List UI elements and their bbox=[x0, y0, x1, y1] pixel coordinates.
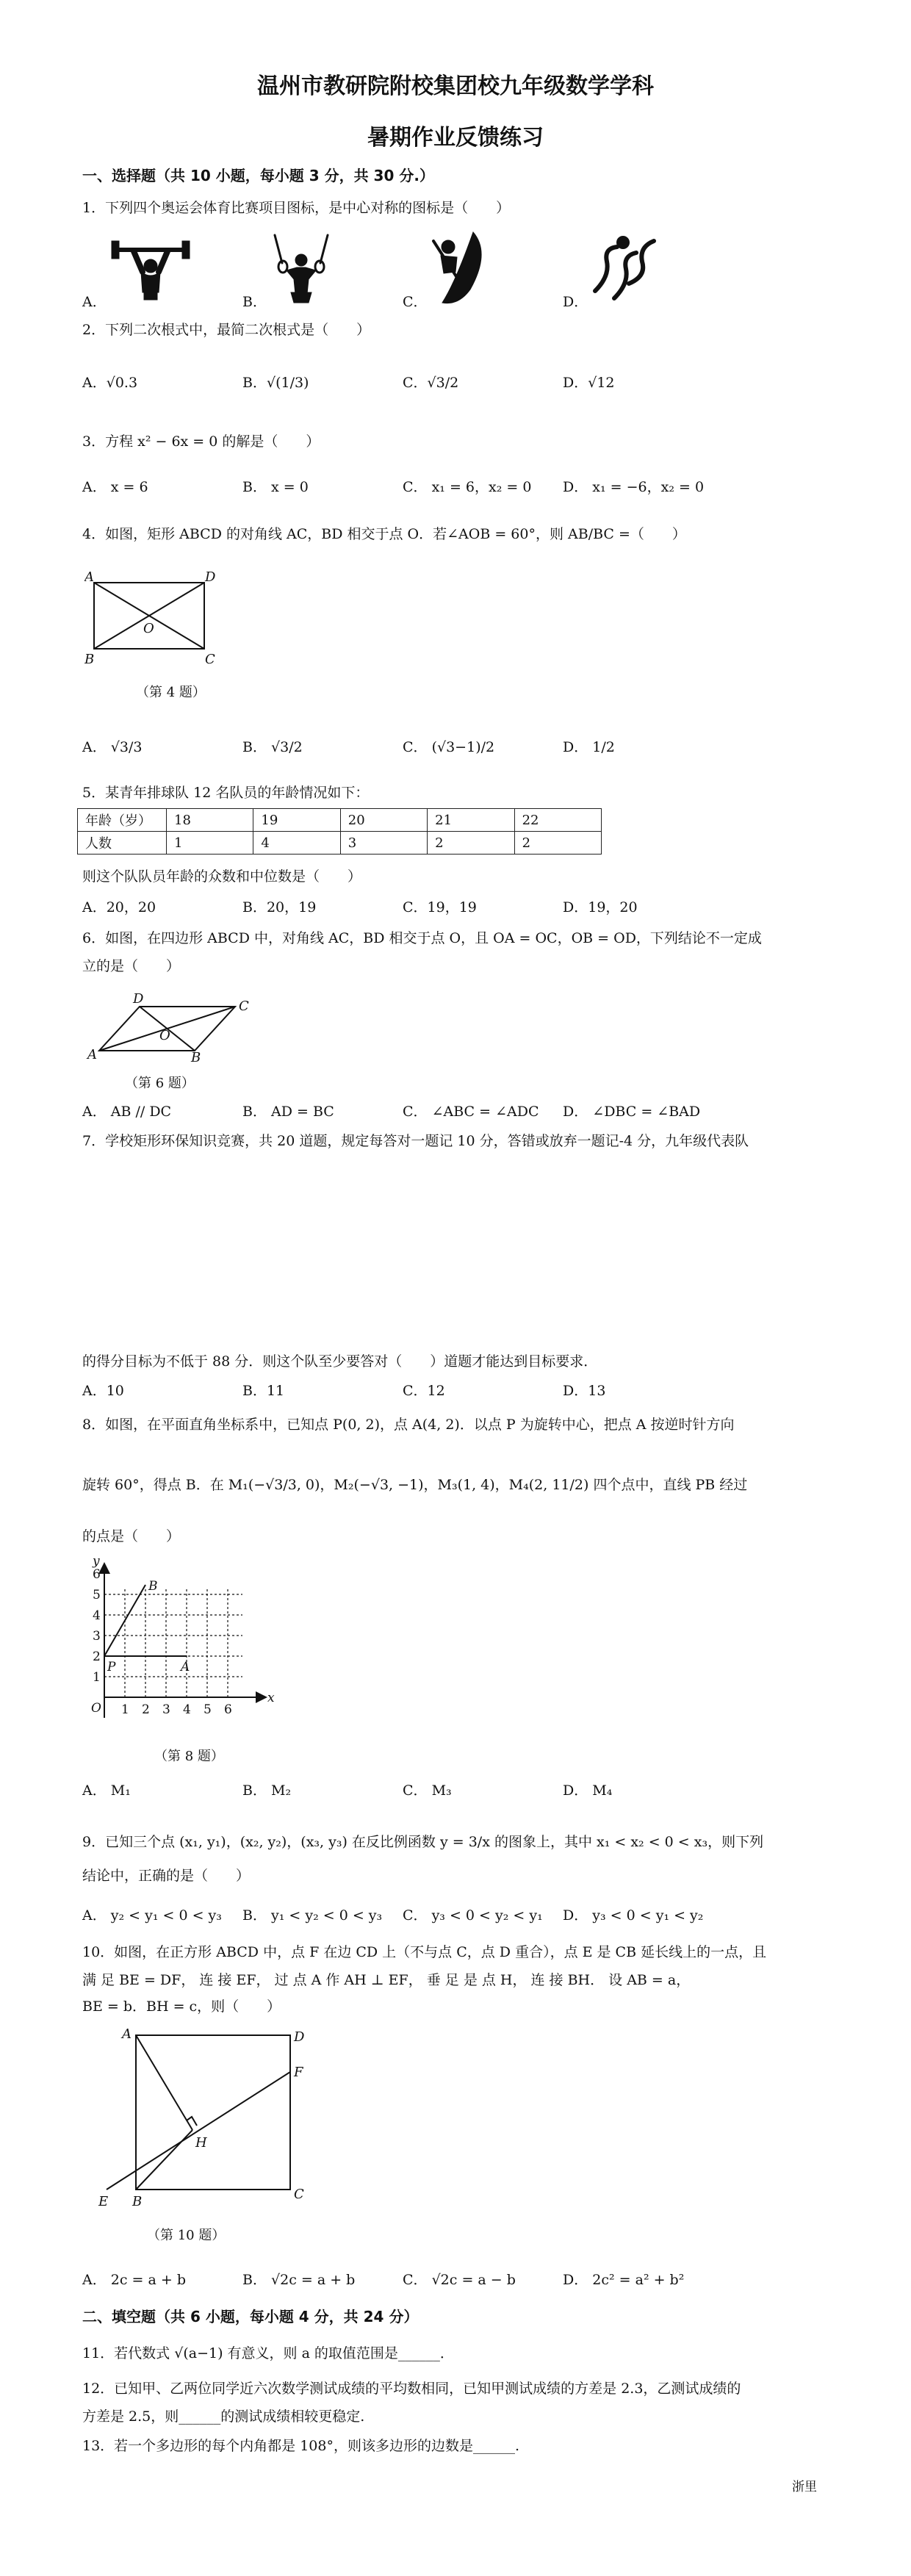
table-cell: 2 bbox=[428, 832, 514, 855]
q6-option-b: B． AD = BC bbox=[242, 1104, 334, 1120]
q9-stem-line2: 结论中，正确的是（ ） bbox=[82, 1868, 251, 1884]
q8-option-a: A． M₁ bbox=[82, 1782, 131, 1799]
q8-caption: （第 8 题） bbox=[154, 1749, 224, 1764]
q8-axis-x: x bbox=[267, 1691, 275, 1705]
q3-option-c: C． x₁ = 6，x₂ = 0 bbox=[403, 479, 532, 495]
q8-origin: O bbox=[91, 1701, 101, 1716]
title-line2: 暑期作业反馈练习 bbox=[367, 125, 544, 151]
table-cell: 19 bbox=[253, 809, 340, 832]
q6-point-o: O bbox=[159, 1028, 170, 1043]
table-cell: 1 bbox=[167, 832, 253, 855]
q8-stem-line1: 8．如图，在平面直角坐标系中，已知点 P(0, 2)，点 A(4, 2)．以点 P 为旋转中心，把点 A 按逆时针方向 bbox=[82, 1417, 735, 1433]
q7-option-b: B．11 bbox=[242, 1383, 285, 1399]
table-cell: 年龄（岁） bbox=[78, 809, 167, 832]
q8-ytick-3: 3 bbox=[93, 1629, 101, 1644]
weightlifting-icon bbox=[110, 235, 191, 305]
q4-option-d: D． 1/2 bbox=[563, 739, 615, 755]
q4-point-c: C bbox=[205, 652, 215, 665]
q5-option-a: A．20，20 bbox=[82, 899, 156, 915]
q1-label-b: B． bbox=[242, 294, 267, 310]
q8-point-b: B bbox=[148, 1579, 158, 1594]
q6-stem-line1: 6．如图，在四边形 ABCD 中，对角线 AC，BD 相交于点 O，且 OA = OC，OB = OD，下列结论不一定成 bbox=[82, 930, 762, 946]
q2-option-a: A．√0.3 bbox=[82, 375, 138, 391]
q4-point-b: B bbox=[84, 652, 95, 665]
q6-option-a: A． AB // DC bbox=[82, 1104, 172, 1120]
q5-follow: 则这个队队员年龄的众数和中位数是（ ） bbox=[82, 868, 362, 885]
q6-option-c: C． ∠ABC = ∠ADC bbox=[403, 1104, 539, 1120]
q10-option-a: A． 2c = a + b bbox=[82, 2272, 186, 2288]
q10-option-d: D． 2c² = a² + b² bbox=[563, 2272, 685, 2288]
q8-ytick-5: 5 bbox=[93, 1588, 101, 1602]
q11-stem: 11．若代数式 √(a−1) 有意义，则 a 的取值范围是______． bbox=[82, 2345, 454, 2361]
q5-option-c: C．19，19 bbox=[403, 899, 477, 915]
canoe-icon bbox=[426, 231, 492, 306]
table-cell: 22 bbox=[514, 809, 601, 832]
q6-caption: （第 6 题） bbox=[125, 1076, 195, 1091]
q1-stem: 1．下列四个奥运会体育比赛项目图标，是中心对称的图标是（ ） bbox=[82, 200, 511, 216]
q8-stem-line2: 旋转 60°，得点 B．在 M₁(−√3/3, 0)，M₂(−√3, −1)，M₃(1, 4)，M₄(2, 11/2) 四个点中，直线 PB 经过 bbox=[82, 1477, 748, 1493]
q7-option-d: D．13 bbox=[563, 1383, 606, 1399]
q7-stem-line1: 7．学校矩形环保知识竞赛，共 20 道题，规定每答对一题记 10 分，答错或放弃一题记-4 分，九年级代表队 bbox=[82, 1133, 749, 1149]
q3-option-a: A． x = 6 bbox=[82, 479, 148, 495]
q8-xtick-1: 1 bbox=[121, 1702, 129, 1717]
table-cell: 20 bbox=[340, 809, 427, 832]
q10-point-h: H bbox=[195, 2135, 207, 2151]
q10-option-b: B． √2c = a + b bbox=[242, 2272, 356, 2288]
section2-heading: 二、填空题（共 6 小题，每小题 4 分，共 24 分） bbox=[82, 2308, 419, 2325]
q7-stem-line2: 的得分目标为不低于 88 分．则这个队至少要答对（ ）道题才能达到目标要求． bbox=[82, 1353, 598, 1370]
title-line1: 温州市教研院附校集团校九年级数学学科 bbox=[257, 73, 654, 99]
q10-point-d: D bbox=[294, 2029, 305, 2045]
q3-stem: 3．方程 x² − 6x = 0 的解是（ ） bbox=[82, 433, 320, 450]
q4-point-d: D bbox=[205, 569, 216, 585]
q5-option-d: D．19，20 bbox=[563, 899, 638, 915]
q12-stem-line1: 12．已知甲、乙两位同学近六次数学测试成绩的平均数相同，已知甲测试成绩的方差是 2.3，乙测试成绩的 bbox=[82, 2381, 741, 2397]
q1-label-c: C． bbox=[403, 294, 428, 310]
q6-quadrilateral-figure bbox=[84, 988, 261, 1062]
q7-option-a: A．10 bbox=[82, 1383, 124, 1399]
q12-stem-line2: 方差是 2.5，则______的测试成绩相较更稳定. bbox=[82, 2408, 365, 2425]
q4-point-o: O bbox=[143, 621, 154, 636]
q10-point-b: B bbox=[132, 2194, 143, 2209]
gymnastics-rings-icon bbox=[264, 234, 338, 306]
q8-option-c: C． M₃ bbox=[403, 1782, 452, 1799]
q10-point-f: F bbox=[294, 2065, 303, 2080]
q10-square-figure bbox=[96, 2028, 316, 2212]
q8-xtick-5: 5 bbox=[204, 1702, 212, 1717]
q3-option-d: D． x₁ = −6，x₂ = 0 bbox=[563, 479, 705, 495]
q1-label-a: A． bbox=[82, 294, 107, 310]
table-row bbox=[78, 809, 602, 832]
q9-option-a: A． y₂ < y₁ < 0 < y₃ bbox=[82, 1907, 222, 1924]
q6-point-d: D bbox=[133, 991, 144, 1007]
q2-option-c: C．√3/2 bbox=[403, 375, 459, 391]
table-cell: 2 bbox=[514, 832, 601, 855]
q8-xtick-6: 6 bbox=[224, 1702, 232, 1717]
q9-stem-line1: 9．已知三个点 (x₁, y₁)，(x₂, y₂)，(x₃, y₃) 在反比例函数 y = 3/x 的图象上，其中 x₁ < x₂ < 0 < x₃，则下列 bbox=[82, 1834, 764, 1850]
q9-option-d: D． y₃ < 0 < y₁ < y₂ bbox=[563, 1907, 704, 1924]
q6-stem-line2: 立的是（ ） bbox=[82, 958, 181, 974]
q1-label-d: D． bbox=[563, 294, 588, 310]
q9-option-b: B． y₁ < y₂ < 0 < y₃ bbox=[242, 1907, 383, 1924]
q4-rectangle-figure bbox=[84, 569, 217, 665]
q8-ytick-6: 6 bbox=[93, 1567, 101, 1582]
q8-point-p: P bbox=[107, 1660, 116, 1674]
q10-stem-line3: BE = b．BH = c，则（ ） bbox=[82, 1998, 281, 2015]
q2-stem: 2．下列二次根式中，最简二次根式是（ ） bbox=[82, 322, 371, 338]
table-cell: 人数 bbox=[78, 832, 167, 855]
table-cell: 21 bbox=[428, 809, 514, 832]
table-cell: 18 bbox=[167, 809, 253, 832]
table-cell: 4 bbox=[253, 832, 340, 855]
q8-coordinate-figure bbox=[88, 1550, 287, 1727]
q8-option-d: D． M₄ bbox=[563, 1782, 613, 1799]
q5-age-table bbox=[77, 808, 602, 855]
q6-option-d: D． ∠DBC = ∠BAD bbox=[563, 1104, 701, 1120]
q8-ytick-2: 2 bbox=[93, 1649, 101, 1664]
q7-option-c: C．12 bbox=[403, 1383, 445, 1399]
table-row bbox=[78, 832, 602, 855]
q9-option-c: C． y₃ < 0 < y₂ < y₁ bbox=[403, 1907, 543, 1924]
q10-stem-line2: 满 足 BE = DF， 连 接 EF， 过 点 A 作 AH ⊥ EF， 垂 足 是 点 H， 连 接 BH． 设 AB = a， bbox=[82, 1972, 691, 1988]
q8-option-b: B． M₂ bbox=[242, 1782, 292, 1799]
q5-stem: 5．某青年排球队 12 名队员的年龄情况如下： bbox=[82, 785, 370, 801]
q8-ytick-4: 4 bbox=[93, 1608, 101, 1623]
q6-point-a: A bbox=[87, 1047, 97, 1062]
q3-option-b: B． x = 0 bbox=[242, 479, 309, 495]
q4-option-b: B． √3/2 bbox=[242, 739, 303, 755]
q10-point-c: C bbox=[294, 2187, 304, 2202]
q13-stem: 13．若一个多边形的每个内角都是 108°，则该多边形的边数是______. bbox=[82, 2438, 520, 2454]
section1-heading: 一、选择题（共 10 小题，每小题 3 分，共 30 分.） bbox=[82, 167, 434, 184]
q8-ytick-1: 1 bbox=[93, 1670, 101, 1685]
q4-point-a: A bbox=[84, 569, 94, 585]
swimming-icon bbox=[588, 232, 661, 306]
q2-option-d: D．√12 bbox=[563, 375, 615, 391]
q8-xtick-4: 4 bbox=[183, 1702, 191, 1717]
q6-point-c: C bbox=[239, 999, 249, 1014]
table-cell: 3 bbox=[340, 832, 427, 855]
q6-point-b: B bbox=[191, 1050, 201, 1062]
footer-region: 浙里 bbox=[792, 2480, 817, 2494]
q10-point-e: E bbox=[98, 2194, 109, 2209]
q4-option-c: C． (√3−1)/2 bbox=[403, 739, 495, 755]
q8-xtick-3: 3 bbox=[162, 1702, 170, 1717]
q5-option-b: B．20，19 bbox=[242, 899, 317, 915]
q4-caption: （第 4 题） bbox=[136, 685, 206, 700]
q10-caption: （第 10 题） bbox=[147, 2228, 226, 2243]
q2-option-b: B．√(1/3) bbox=[242, 375, 309, 391]
q8-point-a: A bbox=[181, 1660, 190, 1674]
q8-axis-y: y bbox=[93, 1554, 100, 1569]
q10-stem-line1: 10．如图，在正方形 ABCD 中，点 F 在边 CD 上（不与点 C，点 D 重合），点 E 是 CB 延长线上的一点，且 bbox=[82, 1944, 767, 1960]
q4-option-a: A． √3/3 bbox=[82, 739, 143, 755]
q10-point-a: A bbox=[122, 2028, 132, 2042]
q10-option-c: C． √2c = a − b bbox=[403, 2272, 516, 2288]
q8-stem-line3: 的点是（ ） bbox=[82, 1528, 181, 1544]
q8-xtick-2: 2 bbox=[142, 1702, 150, 1717]
q4-stem: 4．如图，矩形 ABCD 的对角线 AC，BD 相交于点 O．若∠AOB = 60°，则 AB/BC =（ ） bbox=[82, 526, 686, 542]
